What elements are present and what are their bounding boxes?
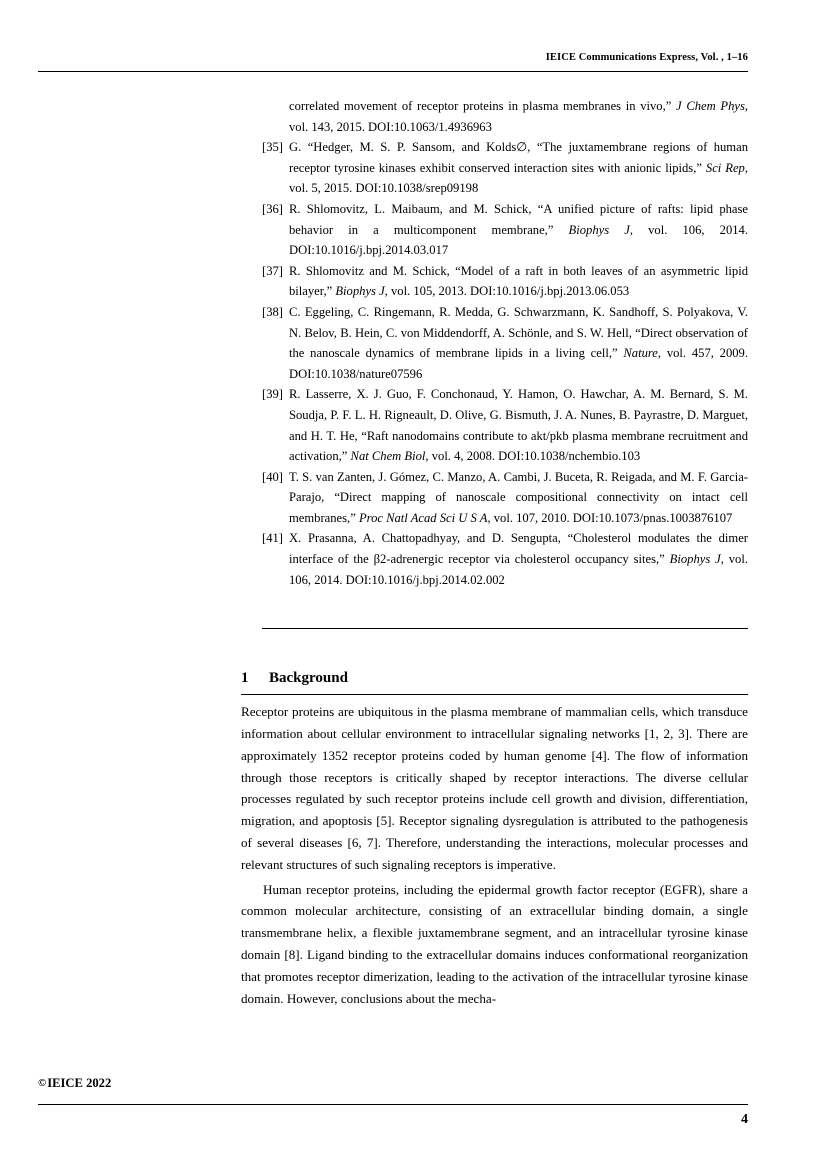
bibliography-text: T. S. van Zanten, J. Gómez, C. Manzo, A. Cambi, J. Buceta, R. Reigada, and M. F. Garcia-Parajo, “Direct mapping of nanoscale compositional connectivity on intact cell membranes,” — [289, 469, 748, 525]
bibliography-journal: Nature — [623, 346, 658, 361]
section-title: Background — [269, 670, 348, 686]
body-paragraph-2: Human receptor proteins, including the epidermal growth factor receptor (EGFR), share a common molecular architecture, consisting of an extracellular binding domain, a single transmembrane helix, a flexible juxtamembrane segment, and an intracellular tyrosine kinase domain [8]. Ligand binding to the extracellular domains induces conformational reorganization that promotes receptor dimerization, leading to the activation of the intracellular tyrosine kinase domain. However, conclusions about the mecha- — [241, 881, 748, 1006]
bibliography-continuation — [289, 96, 748, 137]
bibliography-journal: Nat Chem Biol — [350, 449, 426, 464]
bibliography-journal: Biophys J — [669, 552, 721, 567]
running-header: IEICE Communications Express, Vol. , 1–16 — [545, 52, 748, 63]
bibliography-number: [39] — [262, 387, 283, 402]
footer-divider — [38, 1104, 748, 1105]
bibliography-meta: , vol. 106, 2014. DOI:10.1016/j.bpj.2014.03.017 — [289, 222, 749, 258]
bibliography-journal: Biophys J — [335, 284, 385, 299]
continuation-journal: J Chem Phys — [676, 99, 745, 113]
copyright-icon: © — [38, 1077, 47, 1089]
bibliography-item-39 — [241, 384, 748, 466]
body-paragraph-1: Receptor proteins are ubiquitous in the plasma membrane of mammalian cells, which transduce information about cellular environment to intracellular signaling networks [1, 2, 3]. There are approximately 1352 receptor proteins coded by human genome [4]. The flow of information through those receptors is critically shaped by receptor interactions. The diverse cellular processes regulated by such receptor proteins include cell growth and division, differentiation, migration, and apoptosis [5]. Receptor signaling dysregulation is attributed to the pathogenesis of several diseases [6, 7]. Therefore, understanding the interactions, molecular processes and relevant structures of such signaling receptors is imperative. — [241, 704, 748, 872]
bibliography-number: [38] — [262, 304, 283, 319]
bibliography-item-36 — [241, 199, 748, 261]
bibliography-number: [41] — [262, 531, 283, 546]
bibliography-journal: Sci Rep — [705, 160, 745, 175]
copyright-text: IEICE 2022 — [47, 1076, 112, 1090]
bibliography-number: [37] — [262, 263, 283, 278]
bibliography-item-38 — [241, 302, 748, 384]
bibliography-text: R. Shlomovitz, L. Maibaum, and M. Schick, “A unified picture of rafts: lipid phase behavior in a multicomponent membrane,” — [289, 201, 748, 237]
bibliography-list — [241, 96, 748, 590]
references-section-divider — [262, 628, 748, 629]
bibliography-meta: , vol. 4, 2008. DOI:10.1038/nchembio.103 — [425, 449, 641, 464]
content-column — [241, 96, 748, 590]
bibliography-item-35 — [241, 137, 748, 199]
bibliography-text: G. “Hedger, M. S. P. Sansom, and Kolds∅, “The juxtamembrane regions of human receptor tyrosine kinases exhibit conserved interaction sites with anionic lipids,” — [289, 140, 748, 175]
bibliography-journal: Proc Natl Acad Sci U S A — [358, 510, 488, 525]
bibliography-text: R. Shlomovitz and M. Schick, “Model of a raft in both leaves of an asymmetric lipid bilayer,” — [289, 263, 748, 299]
bibliography-number: [36] — [262, 201, 283, 216]
bibliography-meta: , vol. 105, 2013. DOI:10.1016/j.bpj.2013.06.053 — [384, 284, 630, 299]
bibliography-meta: , vol. 106, 2014. DOI:10.1016/j.bpj.2014.02.002 — [289, 552, 749, 587]
copyright-notice — [38, 1076, 111, 1091]
continuation-line-2: , vol. 143, 2015. DOI:10.1063/1.4936963 — [289, 99, 749, 134]
bibliography-text: X. Prasanna, A. Chattopadhyay, and D. Sengupta, “Cholesterol modulates the dimer interface of the β2-adrenergic receptor via cholesterol occupancy sites,” — [289, 531, 748, 567]
bibliography-item-37 — [241, 261, 748, 302]
bibliography-text: C. Eggeling, C. Ringemann, R. Medda, G. Schwarzmann, K. Sandhoff, S. Polyakova, V. N. Belov, B. Hein, C. von Middendorff, A. Schönle, and S. W. Hell, “Direct observation of the nanoscale dynamics of membrane lipids in a living cell,” — [289, 304, 748, 361]
background-section — [241, 670, 748, 1009]
header-divider — [38, 71, 748, 72]
section-heading — [241, 670, 748, 694]
bibliography-meta: , vol. 107, 2010. DOI:10.1073/pnas.1003876107 — [487, 510, 733, 525]
bibliography-journal: Biophys J — [568, 222, 630, 237]
section-heading-divider — [241, 694, 748, 695]
bibliography-meta: , vol. 5, 2015. DOI:10.1038/srep09198 — [289, 160, 748, 196]
page-number: 4 — [741, 1112, 748, 1127]
bibliography-meta: , vol. 457, 2009. DOI:10.1038/nature07596 — [289, 346, 748, 381]
bibliography-number: [40] — [262, 469, 283, 484]
bibliography-item-41 — [241, 528, 748, 590]
bibliography-text: R. Lasserre, X. J. Guo, F. Conchonaud, Y. Hamon, O. Hawchar, A. M. Bernard, S. M. Soudja, P. F. L. H. Rigneault, D. Olive, G. Bismuth, J. A. Nunes, B. Payrastre, D. Marguet, and H. T. He, “Raft nanodomains contribute to akt/pkb plasma membrane recruitment and activation,” — [289, 387, 748, 464]
continuation-line-1: correlated movement of receptor proteins in plasma membranes in vivo,” — [289, 99, 672, 113]
section-number: 1 — [241, 670, 249, 686]
bibliography-number: [35] — [262, 140, 283, 155]
bibliography-item-40 — [241, 467, 748, 529]
